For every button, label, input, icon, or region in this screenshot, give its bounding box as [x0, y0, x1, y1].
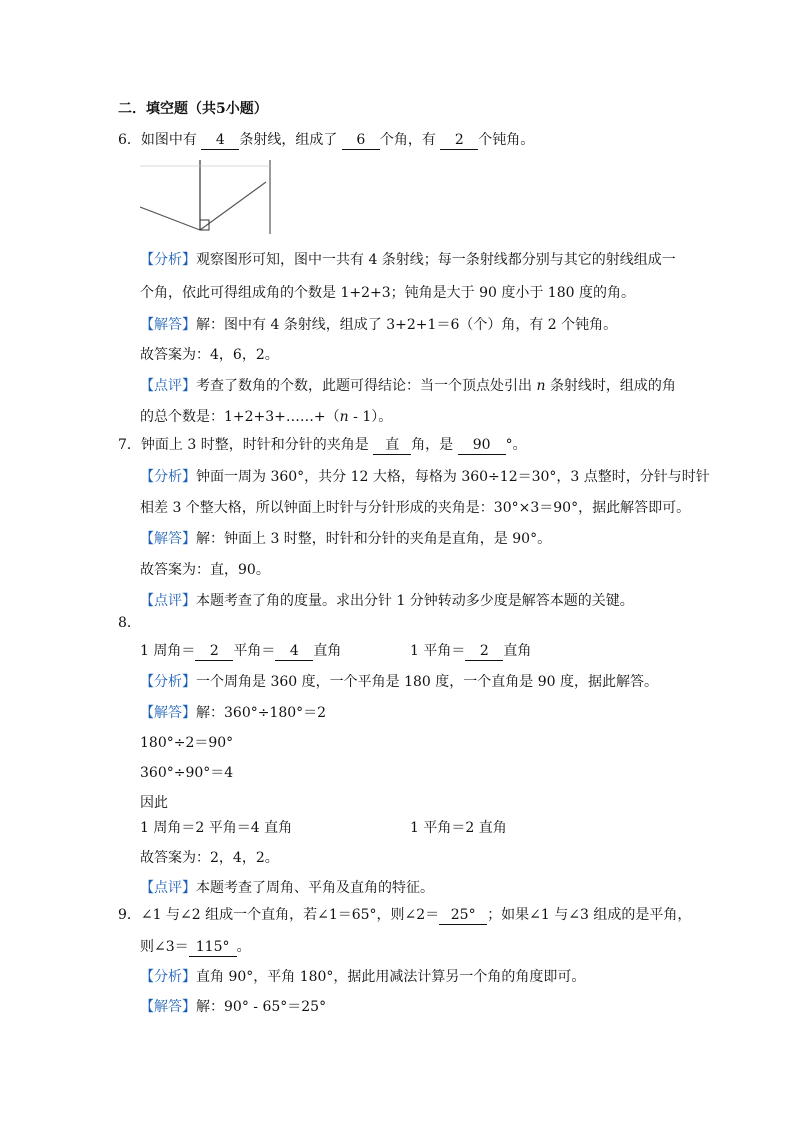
q8-answer: 【解答】解：360°÷180°＝2 — [140, 705, 327, 721]
q8-blank-straight: 2 — [195, 642, 233, 661]
q8-calc2: 180°÷2＝90° — [140, 735, 234, 751]
q6-comment-line1: 【点评】考查了数角的个数，此题可得结论：当一个顶点处引出 n 条射线时，组成的角 — [140, 378, 676, 394]
ray-left — [140, 207, 200, 230]
comment-label: 【点评】 — [140, 378, 196, 394]
q6-answer: 【解答】解：图中有 4 条射线，组成了 3+2+1＝6（个）角，有 2 个钝角。 — [140, 317, 618, 333]
q8-blank-right: 4 — [275, 642, 313, 661]
q9-question-line1: 9．∠1 与∠2 组成一个直角，若∠1＝65°，则∠2＝ 25° ；如果∠1 与∠3 组成的是平角， — [118, 907, 692, 923]
q9-answer: 【解答】解：90° - 65°＝25° — [140, 999, 327, 1015]
q7-final: 故答案为：直，90。 — [140, 562, 270, 578]
comment-label: 【点评】 — [140, 593, 196, 609]
q9-number: 9． — [118, 907, 141, 923]
q7-analysis-line1: 【分析】钟面一周为 360°，共分 12 大格，每格为 360÷12＝30°，3 点整时，分针与时针 — [140, 469, 710, 485]
q9-analysis: 【分析】直角 90°，平角 180°，据此用减法计算另一个角的角度即可。 — [140, 969, 586, 985]
q6-blank-obtuse: 2 — [440, 131, 478, 150]
q8-calc3: 360°÷90°＝4 — [140, 765, 234, 781]
answer-label: 【解答】 — [140, 317, 196, 333]
q7-blank-degree: 90 — [458, 436, 506, 455]
q6-final: 故答案为：4，6，2。 — [140, 347, 279, 363]
q9-question-line2: 则∠3＝ 115° 。 — [140, 939, 251, 955]
q8-comment: 【点评】本题考查了周角、平角及直角的特征。 — [140, 880, 434, 896]
q8-number: 8． — [118, 615, 141, 631]
q6-number: 6． — [118, 132, 141, 148]
analysis-label: 【分析】 — [140, 252, 196, 268]
ray-right — [200, 182, 266, 230]
q8-question-left: 1 周角＝ 2 平角＝ 4 直角 — [140, 643, 342, 659]
q7-blank-type: 直 — [373, 436, 411, 455]
q7-comment: 【点评】本题考查了角的度量。求出分针 1 分钟转动多少度是解答本题的关键。 — [140, 593, 634, 609]
q6-analysis-line2: 个角，依此可得组成角的个数是 1+2+3；钝角是大于 90 度小于 180 度的角。 — [140, 285, 635, 301]
q8-blank-right2: 2 — [465, 642, 503, 661]
answer-label: 【解答】 — [140, 531, 196, 547]
q7-answer: 【解答】解：钟面上 3 时整，时针和分针的夹角是直角，是 90°。 — [140, 531, 552, 547]
q9-blank-angle2: 25° — [439, 906, 487, 925]
q9-blank-angle3: 115° — [189, 938, 237, 957]
q6-comment-line2: 的总个数是：1+2+3+……+（n - 1）。 — [140, 409, 393, 425]
analysis-label: 【分析】 — [140, 674, 196, 690]
answer-label: 【解答】 — [140, 999, 196, 1015]
q8-analysis: 【分析】一个周角是 360 度，一个平角是 180 度，一个直角是 90 度，据此解答。 — [140, 674, 658, 690]
q8-question-right: 1 平角＝ 2 直角 — [410, 643, 532, 659]
comment-label: 【点评】 — [140, 880, 196, 896]
q6-blank-rays: 4 — [201, 131, 239, 150]
q8-final: 故答案为：2，4，2。 — [140, 850, 279, 866]
q7-number: 7． — [118, 437, 141, 453]
q7-question: 7．钟面上 3 时整，时针和分针的夹角是 直 角，是 90 °。 — [118, 437, 527, 453]
rays-figure — [140, 160, 272, 236]
q6-analysis-line1: 【分析】观察图形可知，图中一共有 4 条射线；每一条射线都分别与其它的射线组成一 — [140, 252, 676, 268]
q8-result-right: 1 平角＝2 直角 — [410, 820, 507, 836]
q6-blank-angles: 6 — [342, 131, 380, 150]
section-title: 二．填空题（共5小题） — [118, 101, 268, 117]
answer-label: 【解答】 — [140, 705, 196, 721]
analysis-label: 【分析】 — [140, 969, 196, 985]
q6-question: 6．如图中有 4 条射线，组成了 6 个角，有 2 个钝角。 — [118, 132, 535, 148]
analysis-label: 【分析】 — [140, 469, 196, 485]
q7-analysis-line2: 相差 3 个整大格，所以钟面上时针与分针形成的夹角是：30°×3＝90°，据此解答即可。 — [140, 500, 691, 516]
q8-result-left: 1 周角＝2 平角＝4 直角 — [140, 820, 293, 836]
q8-so: 因此 — [140, 795, 168, 811]
